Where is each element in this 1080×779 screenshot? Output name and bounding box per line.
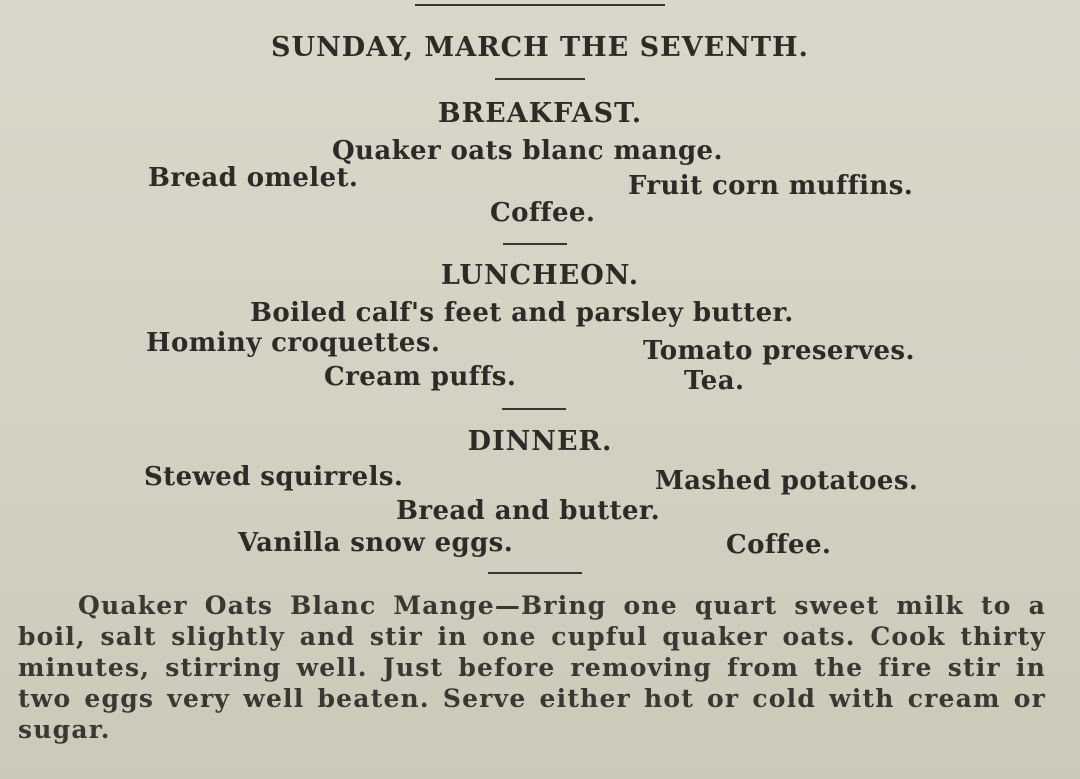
- page-heading: SUNDAY, MARCH THE SEVENTH.: [271, 32, 809, 63]
- divider: [488, 572, 582, 574]
- divider: [502, 408, 566, 410]
- dinner-item: Vanilla snow eggs.: [238, 528, 514, 558]
- divider: [503, 243, 567, 245]
- breakfast-item: Fruit corn muffins.: [628, 171, 914, 201]
- luncheon-item: Hominy croquettes.: [146, 328, 441, 358]
- dinner-item: Mashed potatoes.: [655, 466, 919, 496]
- luncheon-title: LUNCHEON.: [440, 260, 640, 291]
- luncheon-item: Boiled calf's feet and parsley butter.: [250, 298, 794, 328]
- recipe-paragraph: Quaker Oats Blanc Mange—Bring one quart sweet milk to a boil, salt slightly and stir in one cupful quaker oats. Cook thirty minutes, stirring well. Just before removing from the fire stir in two eggs very well beaten. Serve either hot or cold with cream or sugar.: [18, 591, 1046, 744]
- luncheon-item: Tea.: [684, 366, 745, 396]
- top-rule: [415, 4, 665, 6]
- breakfast-title: BREAKFAST.: [437, 98, 643, 129]
- dinner-title: DINNER.: [467, 426, 613, 457]
- dinner-item: Bread and butter.: [396, 496, 661, 526]
- breakfast-item: Quaker oats blanc mange.: [332, 136, 723, 166]
- luncheon-item: Cream puffs.: [324, 362, 517, 392]
- luncheon-item: Tomato preserves.: [643, 336, 915, 366]
- dinner-item: Coffee.: [726, 530, 832, 560]
- breakfast-item: Bread omelet.: [148, 163, 359, 193]
- dinner-item: Stewed squirrels.: [144, 462, 404, 492]
- divider: [495, 78, 585, 80]
- breakfast-item: Coffee.: [490, 198, 596, 228]
